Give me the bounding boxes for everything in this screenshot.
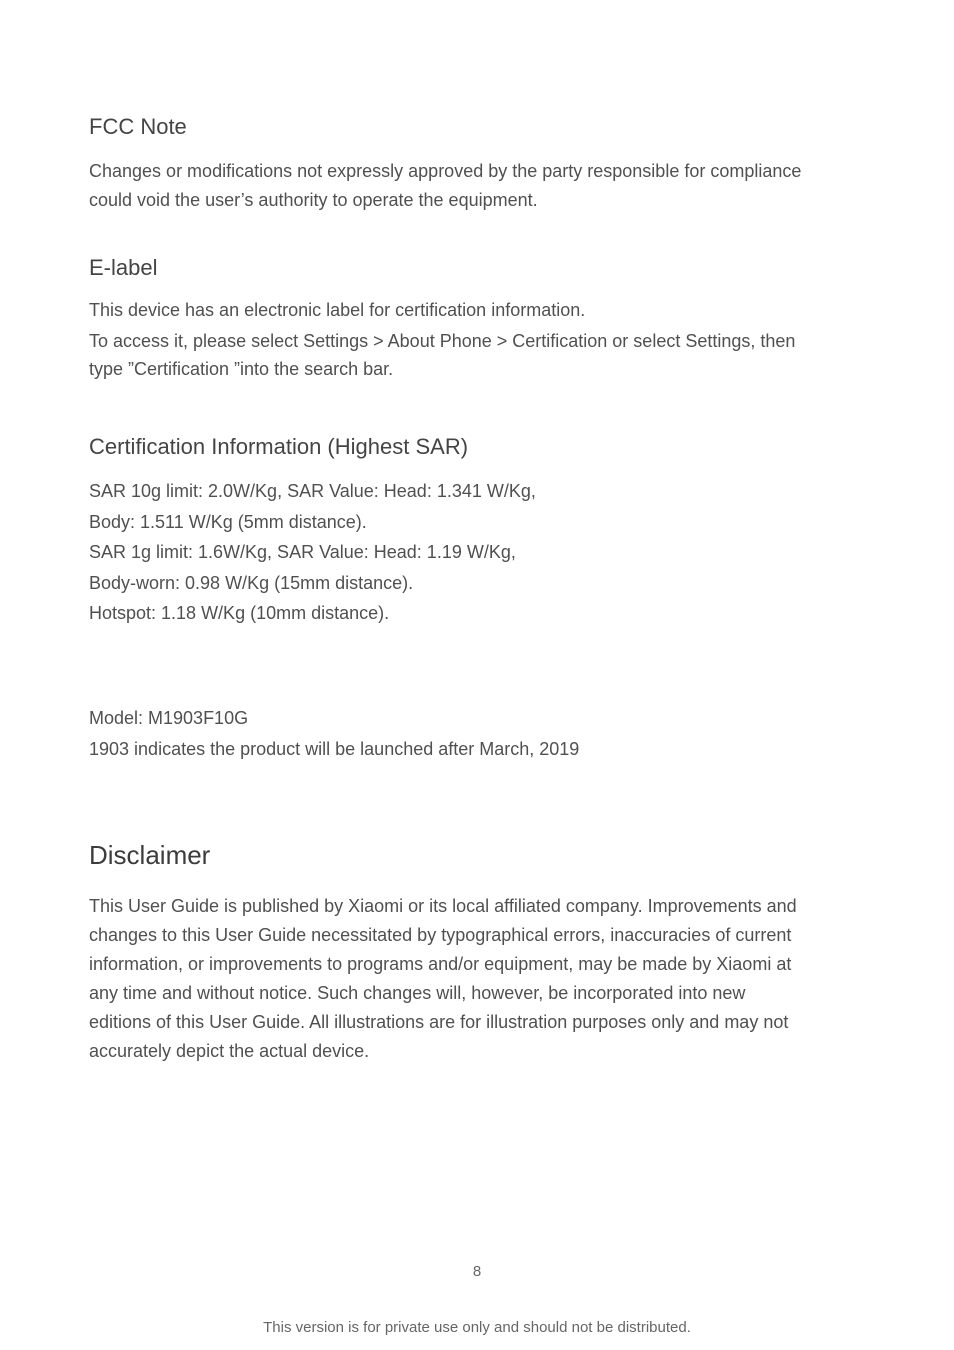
model-info — [89, 703, 864, 764]
e-label-heading: E-label — [89, 255, 158, 280]
sar-line: Body-worn: 0.98 W/Kg (15mm distance). — [89, 572, 414, 593]
sar-line: SAR 10g limit: 2.0W/Kg, SAR Value: Head: 1.341 W/Kg, — [89, 481, 536, 501]
e-label-line: type ”Certification ”into the search bar. — [89, 359, 394, 379]
distribution-notice: This version is for private use only and should not be distributed. — [263, 1319, 691, 1336]
disclaimer-line: accurately depict the actual device. — [89, 1041, 370, 1061]
disclaimer-line: information, or improvements to programs and/or equipment, may be made by Xiaomi at — [89, 954, 792, 974]
disclaimer-text — [89, 892, 864, 1066]
certification-heading: Certification Information (Highest SAR) — [89, 434, 469, 459]
e-label-text — [89, 296, 864, 384]
disclaimer-heading: Disclaimer — [89, 840, 211, 870]
disclaimer-line: any time and without notice. Such changes will, however, be incorporated into new — [89, 983, 746, 1003]
page-number: 8 — [472, 1263, 482, 1280]
model-number: Model: M1903F10G — [89, 708, 249, 728]
sar-line: SAR 1g limit: 1.6W/Kg, SAR Value: Head: 1.19 W/Kg, — [89, 542, 516, 562]
fcc-note-line: could void the user’s authority to operate the equipment. — [89, 189, 538, 210]
e-label-line: To access it, please select Settings > About Phone > Certification or select Settings, then — [89, 330, 796, 351]
sar-line: Hotspot: 1.18 W/Kg (10mm distance). — [89, 603, 390, 623]
disclaimer-line: editions of this User Guide. All illustrations are for illustration purposes only and may not — [89, 1012, 789, 1032]
sar-line: Body: 1.511 W/Kg (5mm distance). — [89, 511, 367, 532]
fcc-note-line: Changes or modifications not expressly approved by the party responsible for compliance — [89, 161, 802, 181]
sar-values — [89, 476, 864, 629]
disclaimer-line: changes to this User Guide necessitated by typographical errors, inaccuracies of current — [89, 925, 792, 945]
e-label-line: This device has an electronic label for certification information. — [89, 300, 586, 320]
disclaimer-line: This User Guide is published by Xiaomi or its local affiliated company. Improvements and — [89, 896, 797, 916]
model-note: 1903 indicates the product will be launched after March, 2019 — [89, 738, 580, 759]
fcc-note-heading: FCC Note — [89, 114, 187, 139]
fcc-note-text — [89, 157, 864, 214]
